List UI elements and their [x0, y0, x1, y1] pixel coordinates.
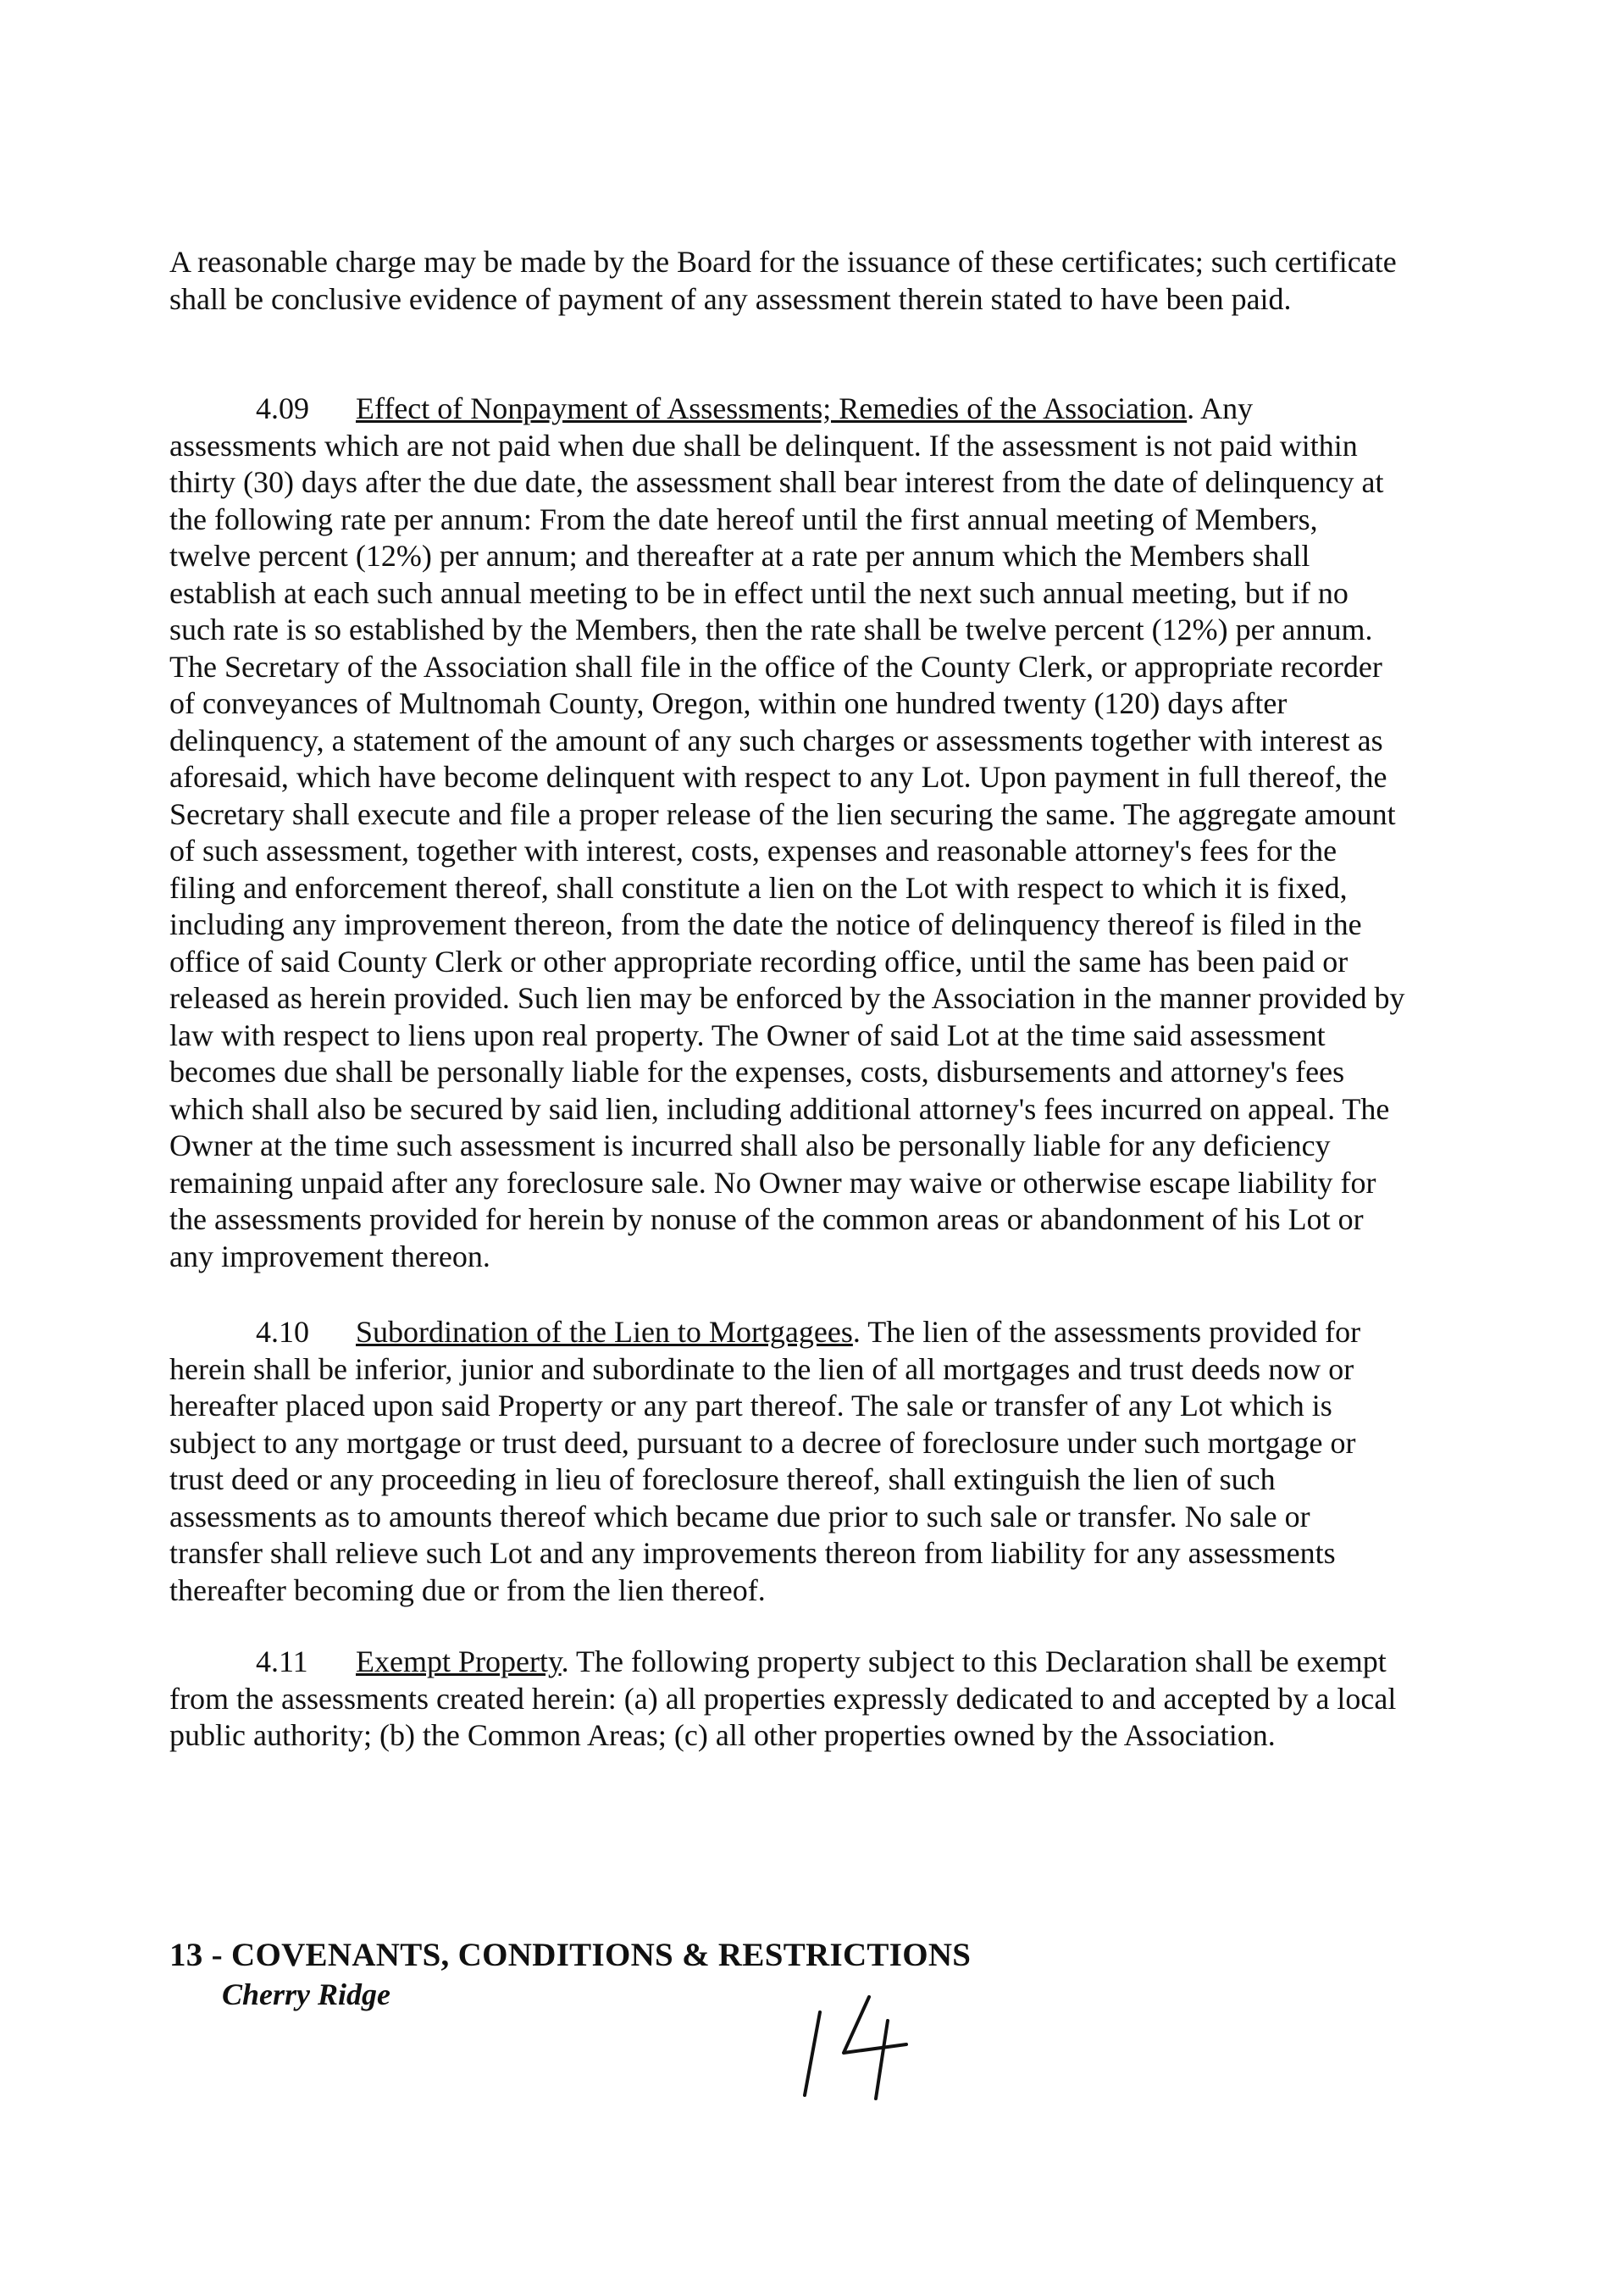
handwritten-page-number	[788, 1987, 940, 2105]
footer-title: 13 - COVENANTS, CONDITIONS & RESTRICTIONS	[169, 1937, 972, 1973]
section-number: 4.11	[256, 1644, 308, 1678]
section-body: . The lien of the assessments provided for herein shall be inferior, junior and subordinate to the lien of all mortgages and trust deeds now or hereafter placed upon said Property or any part thereof. The sale or transfer of any Lot which is subject to any mortgage or trust deed, pursuant to a decree of foreclosure under such mortgage or trust deed or any proceeding in lieu of foreclosure thereof, shall extinguish the lien of such assessments as to amounts thereof which became due prior to such sale or transfer. No sale or transfer shall relieve such Lot and any improvements thereon from liability for any assessments thereafter becoming due or from the lien thereof.	[169, 1315, 1361, 1607]
section-body: . Any assessments which are not paid when due shall be delinquent. If the assessment is not paid within thirty (30) days after the due date, the assessment shall bear interest from the date of delinquency at the following rate per annum: From the date hereof until the first annual meeting of Members, twelve percent (12%) per annum; and thereafter at a rate per annum which the Members shall establish at each such annual meeting to be in effect until the next such annual meeting, but if no such rate is so established by the Members, then the rate shall be twelve percent (12%) per annum. The Secretary of the Association shall file in the office of the County Clerk, or appropriate recorder of conveyances of Multnomah County, Oregon, within one hundred twenty (120) days after delinquency, a statement of the amount of any such charges or assessments together with interest as aforesaid, which have become delinquent with respect to any Lot. Upon payment in full thereof, the Secretary shall execute and file a proper release of the lien securing the same. The aggregate amount of such assessment, together with interest, costs, expenses and reasonable attorney's fees for the filing and enforcement thereof, shall constitute a lien on the Lot with respect to which it is fixed, including any improvement thereon, from the date the notice of delinquency thereof is filed in the office of said County Clerk or other appropriate recording office, until the same has been paid or released as herein provided. Such lien may be enforced by the Association in the manner provided by law with respect to liens upon real property. The Owner of said Lot at the time said assessment becomes due shall be personally liable for the expenses, costs, disbursements and attorney's fees which shall also be secured by said lien, including additional attorney's fees incurred on appeal. The Owner at the time such assessment is incurred shall also be personally liable for any deficiency remaining unpaid after any foreclosure sale. No Owner may waive or otherwise escape liability for the assessments provided for herein by nonuse of the common areas or abandonment of his Lot or any improvement thereon.	[169, 391, 1405, 1273]
footer-project-name: Cherry Ridge	[222, 1977, 391, 2011]
section-heading: Subordination of the Lien to Mortgagees	[356, 1315, 853, 1349]
section-number: 4.10	[256, 1315, 309, 1349]
section-heading: Exempt Property	[356, 1644, 562, 1678]
section-4-09	[169, 391, 1406, 1275]
section-number: 4.09	[256, 391, 309, 425]
section-body: . The following property subject to this Declaration shall be exempt from the assessments created herein: (a) all properties expressly dedicated to and accepted by a local public authority; (b) the Common Areas; (c) all other properties owned by the Association.	[169, 1644, 1397, 1752]
lead-paragraph: A reasonable charge may be made by the Board for the issuance of these certificates; such certificate shall be conclusive evidence of payment of any assessment therein stated to have been paid.	[169, 245, 1397, 316]
section-4-10	[169, 1314, 1406, 1609]
section-4-11	[169, 1644, 1406, 1755]
section-heading: Effect of Nonpayment of Assessments; Remedies of the Association	[356, 391, 1188, 425]
